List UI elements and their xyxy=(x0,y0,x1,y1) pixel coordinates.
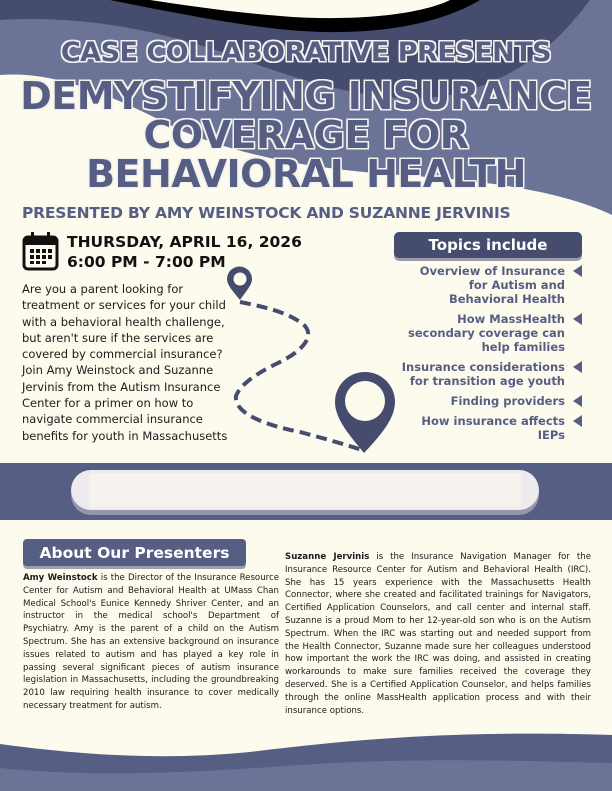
topic-label: How MassHealth secondary coverage can help families xyxy=(408,312,565,354)
registration-pill xyxy=(71,470,539,510)
arrow-left-icon xyxy=(573,313,582,325)
topic-label: Insurance considerations for transition age youth xyxy=(401,360,565,388)
bio-amy-name: Amy Weinstock xyxy=(23,573,98,583)
event-time: 6:00 PM - 7:00 PM xyxy=(67,253,226,271)
topic-item xyxy=(362,312,582,354)
bio-suzanne-text: is the Insurance Navigation Manager for the Insurance Resource Center for Autism and Behavioral Health (IRC). She has 15 years experience with the Massachusetts Health Connector, where she created and facilitated trainings for Navigators, Certified Application Counselors, and call center and internal staff. Suzanne is a proud Mom to her 12-year-old son who is on the Autism Spectrum. When the IRC was starting out and needed support from the Health Connector, Suzanne made sure her colleagues understood how important the work the IRC was doing, and assisted in creating workarounds to make sure families received the coverage they deserved. She is a Certified Application Counselor, and helps families through the online MassHealth application process and with their insurance options. xyxy=(285,552,592,716)
bio-amy xyxy=(23,572,279,713)
route-path xyxy=(236,302,362,450)
topic-item xyxy=(362,360,582,388)
topic-label: Overview of Insurance for Autism and Behavioral Health xyxy=(419,264,565,306)
calendar-icon xyxy=(22,231,60,271)
arrow-left-icon xyxy=(573,415,582,427)
arrow-left-icon xyxy=(573,265,582,277)
topic-label: How insurance affects IEPs xyxy=(421,414,565,442)
arrow-left-icon xyxy=(573,361,582,373)
intro-paragraph: Are you a parent looking for treatment or services for your child with a behavioral health challenge, but aren't sure if the services are covered by commercial insurance? Join Amy Weinstock and Suzanne Jervinis from the Autism Insurance Center for a primer on how to navigate commercial insurance benefits for youth in Massachusetts xyxy=(22,282,228,443)
topic-item xyxy=(362,414,582,442)
event-title-line-1: DEMYSTIFYING INSURANCE xyxy=(20,74,592,118)
bio-suzanne xyxy=(285,551,591,717)
topics-list xyxy=(362,264,582,448)
topic-label: Finding providers xyxy=(450,394,565,408)
about-presenters-header: About Our Presenters xyxy=(23,539,246,566)
bio-suzanne-name: Suzanne Jervinis xyxy=(285,552,370,562)
registration-pill-inner xyxy=(89,473,521,507)
arrow-left-icon xyxy=(573,395,582,407)
event-date: THURSDAY, APRIL 16, 2026 xyxy=(67,233,302,251)
topic-item xyxy=(362,264,582,306)
event-title-line-3: BEHAVIORAL HEALTH xyxy=(86,152,526,196)
topics-header: Topics include xyxy=(394,232,582,258)
event-title-line-2: COVERAGE FOR xyxy=(143,113,469,157)
topic-item xyxy=(362,394,582,408)
presenter-org-title: CASE COLLABORATIVE PRESENTS xyxy=(60,37,552,68)
bio-amy-text: is the Director of the Insurance Resource Center for Autism and Behavioral Health at UMass Chan Medical School's Eunice Kennedy Shriver Center, and an instructor in the medical school's Department of Psychiatry. Amy is the parent of a child on the Autism Spectrum. She has an extensive background on insurance issues related to autism and has played a key role in passing several significant pieces of autism insurance legislation in Massachusetts, including the groundbreaking 2010 law requiring health insurance to cover medically necessary treatment for autism. xyxy=(23,573,279,711)
presented-by: PRESENTED BY AMY WEINSTOCK AND SUZANNE JERVINIS xyxy=(22,204,511,222)
